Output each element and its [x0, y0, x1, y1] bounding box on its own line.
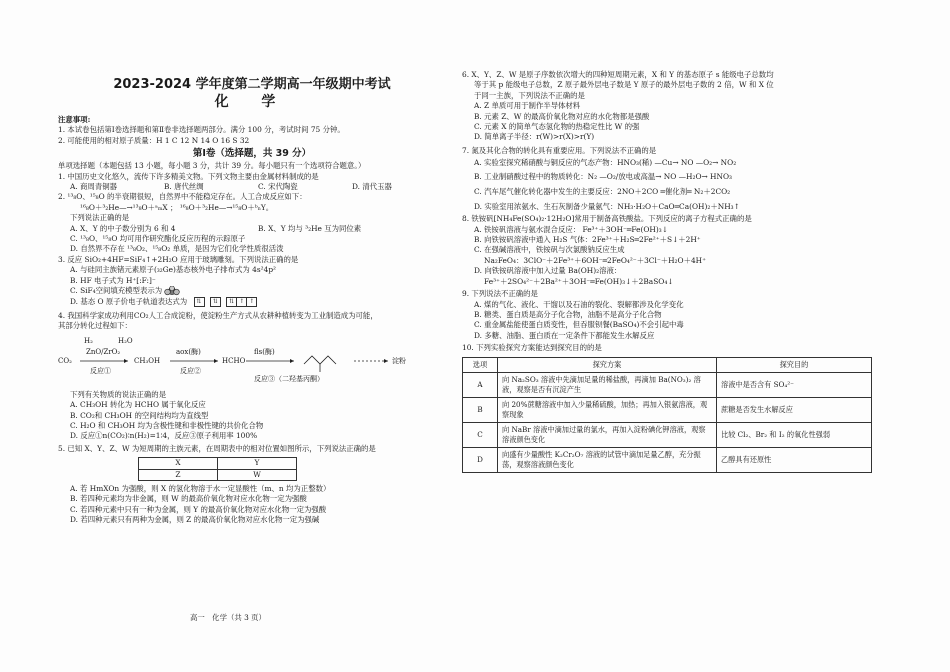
question-8	[462, 214, 880, 287]
orbital-box-2p-1: ⇅	[226, 297, 237, 307]
q9-option-b: B. 糖类、蛋白质是高分子化合物，油脂不是高分子化合物	[474, 309, 662, 319]
q4-option-b: B. CO₂和 CH₃OH 的空间结构均为直线型	[70, 410, 209, 420]
table-cell: 向 20%蔗糖溶液中加入少量稀硫酸，加热；再加入银氨溶液，观察现象	[498, 397, 717, 422]
q1-option-c: C. 宋代陶瓷	[258, 182, 298, 192]
table-cell: C	[463, 422, 498, 447]
question-6	[462, 70, 880, 143]
q9-option-d: D. 多糖、油脂、蛋白质在一定条件下都能发生水解反应	[474, 330, 655, 340]
notes-heading: 注意事项:	[58, 115, 91, 124]
scheme-end: 淀粉	[392, 356, 406, 365]
question-9	[462, 289, 880, 341]
q9-stem: 9. 下列说法不正确的是	[462, 289, 538, 299]
question-5	[58, 444, 446, 526]
q1-option-d: D. 清代玉器	[352, 182, 392, 192]
scheme-step-2: 反应②	[180, 366, 201, 375]
periodic-position-table	[138, 457, 297, 481]
q5-option-a: A. 若 HmXOn 为强酸，则 X 的氢化物溶于水一定显酸性（m、n 均为正整数）	[70, 483, 331, 493]
q8-option-c: C. 在强碱溶液中，铁铵矾与次氯酸钠反应生成	[474, 245, 625, 255]
q4-stem-2: 其部分转化过程如下：	[58, 321, 132, 331]
table-cell: 比较 Cl₂、Br₂ 和 I₂ 的氧化性强弱	[717, 422, 872, 447]
q8-option-a: A. 铁铵矾溶液与氨水混合反应： Fe³⁺＋3OH⁻═Fe(OH)₃↓	[474, 224, 668, 234]
table-cell: W	[218, 469, 297, 480]
q2-lead: 下列说法正确的是	[70, 213, 130, 223]
q5-stem: 5. 已知 X、Y、Z、W 为短周期的主族元素，在周期表中的相对位置如图所示，下列说法正确的是	[58, 443, 376, 453]
exam-subject: 化 学	[214, 94, 290, 110]
right-column	[462, 70, 880, 473]
q10-stem: 10. 下列实验探究方案能达到探究目的的是	[462, 343, 602, 353]
question-1	[58, 172, 446, 193]
q2-option-c: C. ¹³₈O、¹⁵₈O 均可用作研究酯化反应历程的示踪原子	[70, 234, 246, 244]
q2-option-b: B. X、Y 均与 ³₂He 互为同位素	[258, 223, 362, 233]
table-cell: 蔗糖是否发生水解反应	[717, 397, 872, 422]
left-column	[58, 70, 446, 526]
q7-option-b: B. 工业制硝酸过程中的物质转化：N₂ —O₂/放电或高温→ NO —H₂O→ HNO₃	[474, 172, 732, 182]
q6-option-a: A. Z 单质可用于制作半导体材料	[474, 101, 581, 111]
q6-stem-2: 等于其 p 能级电子总数，Z 原子最外层电子数是 Y 原子的最外层电子数的 2 倍，W 和 X 位	[474, 80, 774, 90]
table-cell: Y	[218, 458, 297, 469]
q5-option-b: B. 若四种元素均为非金属，则 W 的最高价氧化物对应水化物一定为强酸	[70, 494, 307, 504]
q1-option-a: A. 商周青铜器	[70, 182, 117, 192]
q4-lead: 下列有关物质的说法正确的是	[70, 389, 167, 399]
question-7	[462, 146, 880, 214]
table-row	[139, 458, 297, 469]
q5-option-d: D. 若四种元素只有两种为金属，则 Z 的最高价氧化物对应水化物一定为强碱	[70, 515, 320, 525]
q3-option-c: C. SiF₄空间填充模型表示为	[70, 286, 163, 296]
scheme-catalyst-1: ZnO/ZrO₂	[86, 347, 121, 356]
question-10	[462, 343, 880, 472]
q3-option-b: B. HF 电子式为 H⁺[:F:]⁻	[70, 275, 156, 285]
orbital-box-1s: ⇅	[194, 297, 205, 307]
q7-option-c: C. 汽车尾气催化转化器中发生的主要反应：2NO＋2CO ═催化剂═ N₂＋2CO₂	[474, 187, 731, 197]
table-cell: X	[139, 458, 218, 469]
q8-option-b: B. 向铁铵矾溶液中通入 H₂S 气体：2Fe³⁺＋H₂S═2Fe²⁺＋S↓＋2H⁺	[474, 235, 701, 245]
orbital-box-2p-3: ↑	[246, 297, 257, 307]
q8-stem: 8. 铁铵矾[NH₄Fe(SO₄)₂·12H₂O]常用于制备高铁酸盐。下列反应的离子方程式正确的是	[462, 214, 752, 224]
q6-option-d: D. 简单离子半径：r(W)>r(X)>r(Y)	[474, 132, 595, 142]
table-cell: 乙醇具有还原性	[717, 447, 872, 472]
orbital-group-2s	[210, 297, 220, 307]
scheme-intermediate-1: CH₃OH	[134, 356, 161, 365]
table-cell: D	[463, 447, 498, 472]
question-4	[58, 311, 446, 442]
table-cell: 向 NaBr 溶液中滴加过量的氯水，再加入淀粉碘化钾溶液，观察溶液颜色变化	[498, 422, 717, 447]
table-row	[463, 447, 872, 472]
q1-option-b: B. 唐代丝绸	[164, 182, 204, 192]
table-header-cell: 探究目的	[717, 357, 872, 372]
table-header-row	[463, 357, 872, 372]
scheme-start: CO₂	[58, 356, 72, 365]
table-cell: Z	[139, 469, 218, 480]
q9-option-a: A. 煤的气化、液化、干馏以及石油的裂化、裂解都涉及化学变化	[474, 299, 684, 309]
table-row	[139, 469, 297, 480]
table-row	[463, 397, 872, 422]
q6-option-b: B. 元素 Z、W 的最高价氧化物对应的水化物都是强酸	[474, 111, 650, 121]
question-3	[58, 255, 446, 307]
q8-option-d-equation: Fe³⁺＋2SO₄²⁻＋2Ba²⁺＋3OH⁻═Fe(OH)₃↓＋2BaSO₄↓	[484, 276, 674, 286]
exam-title: 2023-2024 学年度第二学期高一年级期中考试	[113, 77, 391, 92]
table-row	[463, 372, 872, 397]
q7-option-d: D. 实验室用浓氨水、生石灰制备少量氨气：NH₃·H₂O＋CaO═Ca(OH)₂＋NH₃↑	[474, 202, 740, 212]
scheme-reagent-1: H₂	[84, 336, 93, 345]
question-2	[58, 192, 446, 254]
scheme-catalyst-3: fls(酶)	[254, 347, 275, 356]
table-header-cell: 选项	[463, 357, 498, 372]
orbital-box-2s: ⇅	[210, 297, 221, 307]
scheme-intermediate-2: HCHO	[222, 356, 246, 365]
q7-option-a: A. 实验室探究稀硝酸与铜反应的气态产物：HNO₃(稀) —Cu→ NO —O₂→ NO₂	[474, 158, 737, 168]
q4-option-c: C. H₂O 和 CH₃OH 均为含极性键和非极性键的共价化合物	[70, 420, 264, 430]
scheme-arrows	[58, 334, 446, 386]
section-title: 第Ⅰ卷（选择题，共 39 分）	[192, 148, 312, 160]
q2-option-a: A. X、Y 的中子数分别为 6 和 4	[70, 223, 176, 233]
scheme-product-1: H₂O	[118, 336, 133, 345]
scheme-step-1: 反应①	[90, 366, 111, 375]
q2-option-d: D. 自然界不存在 ¹³₈O₂、¹⁵₈O₂ 单质，是因为它们化学性质很活泼	[70, 244, 284, 254]
q9-option-c: C. 重金属盐能使蛋白质变性，但吞服钡餐(BaSO₄)不会引起中毒	[474, 320, 684, 330]
table-cell: B	[463, 397, 498, 422]
q6-stem: 6. X、Y、Z、W 是原子序数依次增大的四种短周期元素，X 和 Y 的基态原子 s 能级电子总数均	[462, 70, 774, 79]
q3-stem: 3. 反应 SiO₂+4HF=SiF₄↑+2H₂O 应用于玻璃雕刻。下列说法正确的是	[58, 254, 299, 264]
page-footer: 高一 化学（共 3 页）	[190, 613, 266, 622]
q1-stem: 1. 中国历史文化悠久，流传下许多精美文物。下列文物主要由金属材料制成的是	[58, 171, 319, 181]
q8-option-c-equation: Na₂FeO₄：3ClO⁻＋2Fe³⁺＋6OH⁻═2FeO₄²⁻＋3Cl⁻＋H₂O＋4H⁺	[484, 255, 707, 265]
q2-stem: 2. ¹³₈O、¹⁵₈O 的半衰期很短，自然界中不能稳定存在。人工合成反应如下：	[58, 192, 307, 202]
q4-option-a: A. CH₃OH 转化为 HCHO 属于氧化反应	[70, 400, 206, 410]
section-instruction: 单项选择题（本题包括 13 小题，每小题 3 分，共计 39 分。每小题只有一个选项符合题意。）	[58, 161, 366, 171]
q5-option-c: C. 若四种元素中只有一种为金属，则 Y 的最高价氧化物对应水化物一定为强酸	[70, 504, 327, 514]
note-1: 1. 本试卷包括第Ⅰ卷选择题和第Ⅱ卷非选择题两部分。满分 100 分，考试时间 75 分钟。	[58, 125, 345, 135]
orbital-box-2p-2: ↑	[236, 297, 247, 307]
q3-option-d: D. 基态 O 原子价电子轨道表达式为	[70, 296, 188, 306]
table-cell: 向 Na₂SO₃ 溶液中先滴加足量的稀盐酸，再滴加 Ba(NO₃)₂ 溶液，观察是否有沉淀产生	[498, 372, 717, 397]
q7-stem: 7. 氮及其化合物的转化具有重要应用。下列说法不正确的是	[462, 145, 657, 155]
scheme-step-3: 反应③（二羟基丙酮）	[254, 374, 324, 383]
table-cell: A	[463, 372, 498, 397]
orbital-diagram	[194, 297, 204, 307]
note-2: 2. 可能使用的相对原子质量：H 1 C 12 N 14 O 16 S 32	[58, 135, 250, 145]
scheme-catalyst-2: aox(酶)	[176, 347, 201, 356]
experiment-table	[462, 357, 872, 473]
table-cell: 溶液中是否含有 SO₄²⁻	[717, 372, 872, 397]
table-header-cell: 探究方案	[498, 357, 717, 372]
q6-stem-3: 于同一主族，下列说法不正确的是	[474, 90, 585, 100]
q6-option-c: C. 元素 X 的简单气态氢化物的热稳定性比 W 的强	[474, 122, 640, 132]
table-cell: 向盛有少量酸性 K₂Cr₂O₇ 溶液的试管中滴加足量乙醇，充分振荡，观察溶液颜色变化	[498, 447, 717, 472]
sif4-space-filling-model-icon	[164, 286, 180, 296]
orbital-group-2p	[226, 297, 256, 307]
starch-synthesis-scheme	[58, 334, 446, 386]
q4-stem: 4. 我国科学家成功利用CO₂人工合成淀粉，使淀粉生产方式从农耕种植转变为工业制造成为可能，	[58, 310, 378, 320]
q4-option-d: D. 反应①n(CO₂)∶n(H₂)=1∶4，反应③原子利用率 100%	[70, 431, 258, 441]
q2-reaction: ¹⁶₈O＋³₂He—→¹³₈O＋ᵃₘX ； ¹⁶₈O＋³₂He—→¹⁵₈O＋ᵇₙY。	[80, 202, 274, 212]
q8-option-d: D. 向铁铵矾溶液中加入过量 Ba(OH)₂溶液：	[474, 266, 622, 276]
q3-option-a: A. 与硅同主族锗元素原子(₃₂Ge)基态核外电子排布式为 4s²4p²	[70, 265, 277, 275]
table-row	[463, 422, 872, 447]
